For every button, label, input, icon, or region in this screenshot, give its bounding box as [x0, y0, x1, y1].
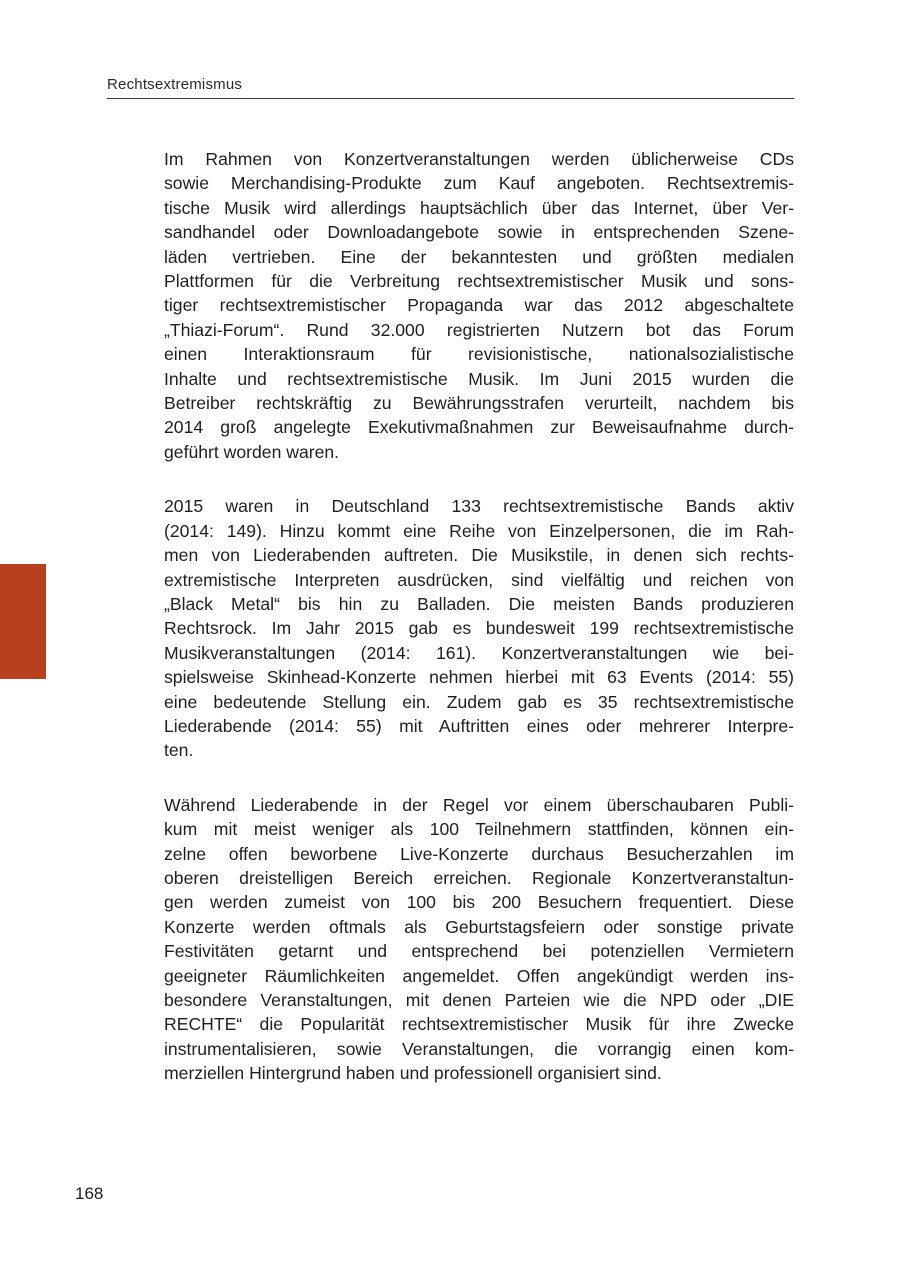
text-line: zelne offen beworbene Live-Konzerte durchaus Besucherzahlen im: [164, 843, 794, 864]
text-line: extremistische Interpreten ausdrücken, sind vielfältig und reichen von: [164, 569, 794, 590]
text-line: „Black Metal“ bis hin zu Balladen. Die meisten Bands produzieren: [164, 593, 794, 614]
page-number: 168: [75, 1184, 104, 1203]
text-line: Liederabende (2014: 55) mit Auftritten eines oder mehrerer Interpre-: [164, 715, 794, 736]
body-text: [164, 147, 794, 1116]
text-line: spielsweise Skinhead-Konzerte nehmen hierbei mit 63 Events (2014: 55): [164, 667, 794, 688]
paragraph-2: [164, 494, 794, 762]
text-line: (2014: 149). Hinzu kommt eine Reihe von Einzelpersonen, die im Rah-: [164, 520, 794, 541]
text-line: Plattformen für die Verbreitung rechtsextremistischer Musik und sons-: [164, 271, 794, 292]
text-line: instrumentalisieren, sowie Veranstaltungen, die vorrangig einen kom-: [164, 1038, 794, 1059]
text-line: merziellen Hintergrund haben und professionell organisiert sind.: [164, 1063, 662, 1084]
chapter-tab-marker: [0, 564, 46, 679]
text-line: eine bedeutende Stellung ein. Zudem gab es 35 rechtsextremistische: [164, 691, 794, 712]
text-line: Rechtsrock. Im Jahr 2015 gab es bundesweit 199 rechtsextremistische: [164, 618, 794, 639]
text-line: tiger rechtsextremistischer Propaganda war das 2012 abgeschaltete: [164, 295, 794, 316]
text-line: geführt worden waren.: [164, 441, 340, 462]
header-divider: [107, 98, 794, 99]
text-line: sandhandel oder Downloadangebote sowie in entsprechenden Szene-: [164, 222, 794, 243]
text-line: „Thiazi-Forum“. Rund 32.000 registrierten Nutzern bot das Forum: [164, 319, 794, 340]
text-line: Im Rahmen von Konzertveranstaltungen werden üblicherweise CDs: [164, 149, 794, 169]
text-line: Konzerte werden oftmals als Geburtstagsfeiern oder sonstige private: [164, 916, 794, 937]
text-line: 2015 waren in Deutschland 133 rechtsextremistische Bands aktiv: [164, 496, 794, 517]
text-line: Während Liederabende in der Regel vor einem überschaubaren Publi-: [164, 794, 794, 815]
text-line: men von Liederabenden auftreten. Die Musikstile, in denen sich rechts-: [164, 545, 794, 566]
text-line: Inhalte und rechtsextremistische Musik. Im Juni 2015 wurden die: [164, 368, 794, 389]
text-line: 2014 groß angelegte Exekutivmaßnahmen zur Beweisaufnahme durch-: [164, 417, 794, 438]
text-line: gen werden zumeist von 100 bis 200 Besuchern frequentiert. Diese: [164, 892, 794, 913]
text-line: geeigneter Räumlichkeiten angemeldet. Offen angekündigt werden ins-: [164, 965, 794, 986]
text-line: Betreiber rechtskräftig zu Bewährungsstrafen verurteilt, nachdem bis: [164, 393, 794, 414]
text-line: Musikveranstaltungen (2014: 161). Konzertveranstaltungen wie bei-: [164, 642, 794, 663]
text-line: läden vertrieben. Eine der bekanntesten und größten medialen: [164, 246, 794, 267]
text-line: einen Interaktionsraum für revisionistische, nationalsozialistische: [164, 344, 794, 365]
text-line: RECHTE“ die Popularität rechtsextremistischer Musik für ihre Zwecke: [164, 1014, 794, 1035]
text-line: ten.: [164, 740, 194, 761]
text-line: tische Musik wird allerdings hauptsächlich über das Internet, über Ver-: [164, 197, 794, 218]
paragraph-1: [164, 147, 794, 464]
running-header: Rechtsextremismus: [107, 76, 243, 93]
text-line: sowie Merchandising-Produkte zum Kauf angeboten. Rechtsextremis-: [164, 173, 794, 194]
text-line: oberen dreistelligen Bereich erreichen. Regionale Konzertveranstaltun-: [164, 867, 794, 888]
text-line: Festivitäten getarnt und entsprechend bei potenziellen Vermietern: [164, 941, 794, 962]
text-line: kum mit meist weniger als 100 Teilnehmern stattfinden, können ein-: [164, 819, 794, 840]
paragraph-3: [164, 793, 794, 1086]
text-line: besondere Veranstaltungen, mit denen Parteien wie die NPD oder „DIE: [164, 990, 794, 1010]
